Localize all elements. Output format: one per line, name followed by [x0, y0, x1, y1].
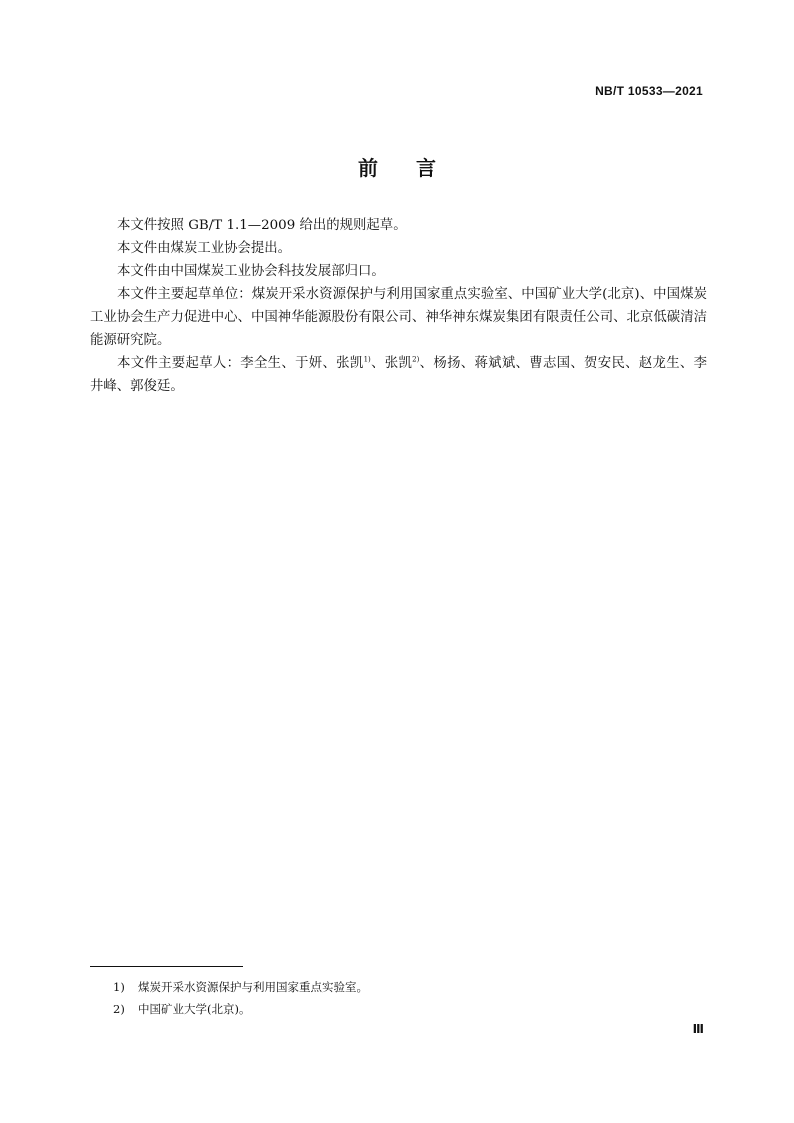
footnote-text: 煤炭开采水资源保护与利用国家重点实验室。: [138, 980, 368, 994]
drafters-text-3: 、杨扬、蒋斌斌、曹志国、贺安民、赵龙生、李井峰、郭俊廷。: [90, 356, 708, 394]
footnote-ref-2: 2): [412, 355, 420, 364]
footnote-number: 2): [113, 1002, 125, 1016]
footnote-number: 1): [113, 980, 125, 994]
footnotes: [113, 976, 368, 1020]
paragraph-drafters: [90, 352, 707, 398]
paragraph-administrator: 本文件由中国煤炭工业协会科技发展部归口。: [117, 264, 385, 279]
footnote-text: 中国矿业大学(北京)。: [138, 1002, 251, 1016]
paragraph-drafting-rules: 本文件按照 GB/T 1.1—2009 给出的规则起草。: [117, 218, 407, 233]
document-body: [90, 214, 707, 398]
standard-code: NB/T 10533—2021: [595, 84, 703, 98]
drafters-text-2: 、张凯: [370, 356, 413, 371]
paragraph-proposer: 本文件由煤炭工业协会提出。: [117, 241, 292, 256]
footnote-item: [113, 976, 368, 998]
page-title: 前言: [358, 156, 474, 180]
footnote-ref-1: 1): [363, 355, 371, 364]
footnote-divider: [90, 966, 243, 967]
page-number: Ⅲ: [692, 1022, 704, 1036]
drafters-text-1: 本文件主要起草人：李全生、于妍、张凯: [117, 356, 364, 371]
paragraph-drafting-units: 本文件主要起草单位：煤炭开采水资源保护与利用国家重点实验室、中国矿业大学(北京)、中国煤炭工业协会生产力促进中心、中国神华能源股份有限公司、神华神东煤炭集团有限责任公司、北京低碳清洁能源研究院。: [90, 287, 707, 348]
footnote-item: [113, 998, 368, 1020]
